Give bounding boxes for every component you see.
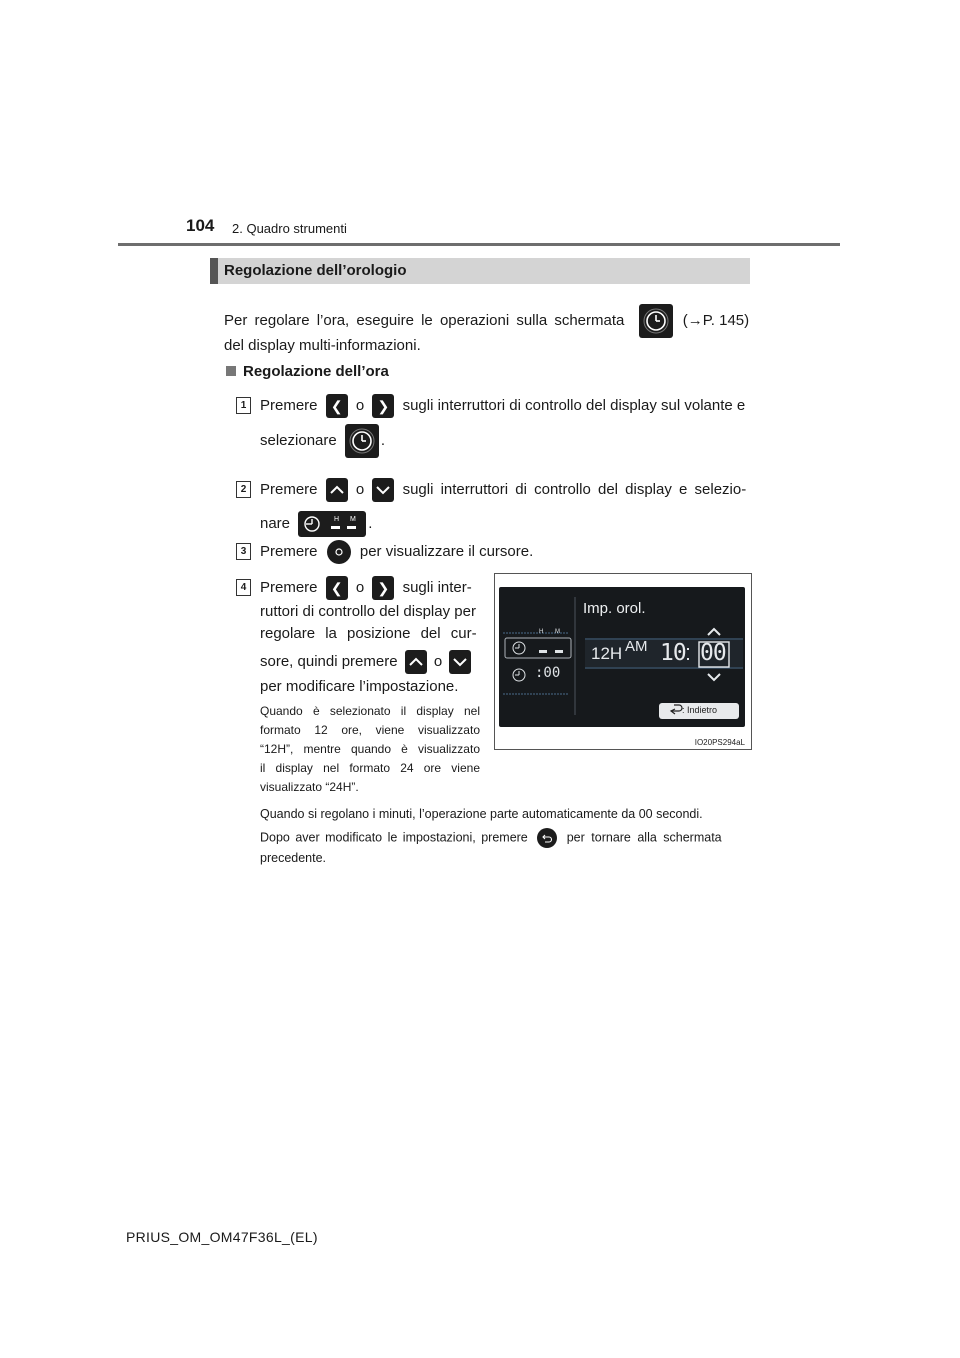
subsection-title: Regolazione dell’ora — [243, 363, 389, 380]
step-4-note — [260, 702, 480, 797]
step-1-text-e: . — [380, 432, 386, 449]
note-line-3: “12H”, mentre quando è visualizzato — [260, 742, 480, 756]
chevron-down-icon — [372, 478, 394, 502]
ok-button-icon — [327, 540, 351, 564]
minutes-note: Quando si regolano i minuti, l’operazione parte automaticamente da 00 secondi. — [260, 807, 703, 821]
section-heading-title: Regolazione dell’orologio — [224, 262, 407, 279]
intro-page-ref: (→P. 145) — [682, 311, 750, 329]
step-4-text-line5: per modificare l’impostazione. — [260, 678, 459, 695]
chevron-down-icon — [449, 650, 471, 674]
svg-text:M: M — [350, 516, 357, 523]
mini-h-label: H — [539, 629, 544, 635]
chevron-right-icon: ❯ — [372, 576, 394, 600]
step-4-text-line4a: sore, quindi premere — [260, 652, 398, 670]
mini-time: :00 — [535, 665, 561, 681]
chevron-left-icon: ❮ — [326, 576, 348, 600]
intro-text-2: del display multi-informazioni. — [224, 337, 421, 354]
step-4-line-1 — [260, 576, 480, 600]
after-note-text-b: per tornare alla schermata — [566, 830, 722, 845]
step-2-text-e: . — [368, 515, 373, 532]
screen-title: Imp. orol. — [583, 600, 646, 617]
header-rule — [118, 243, 840, 246]
step-3-line — [260, 540, 533, 564]
step-1-text-d: selezionare — [260, 432, 337, 449]
step-number-1: 1 — [236, 397, 251, 414]
step-4-text-c: sugli inter- — [402, 578, 472, 596]
svg-text:H: H — [334, 516, 340, 523]
back-label: : Indietro — [682, 705, 718, 715]
note-line-2: formato 12 ore, viene visualizzato — [260, 723, 480, 737]
after-note-text-c: precedente. — [260, 851, 327, 865]
step-1-text-a: Premere — [260, 396, 318, 414]
square-bullet-icon — [226, 366, 236, 376]
chevron-right-icon: ❯ — [372, 394, 394, 418]
step-4-text-line3: regolare la posizione del cur- — [260, 625, 477, 642]
step-2-text-b: o — [355, 480, 365, 498]
note-line-4: il display nel formato 24 ore viene — [260, 761, 480, 775]
section-heading-bar — [210, 258, 218, 284]
time-minutes-selected: 00 — [700, 640, 726, 666]
step-4-text-a: Premere — [260, 578, 318, 596]
after-note-line-1 — [260, 828, 750, 848]
step-1-line-2 — [260, 424, 385, 458]
chapter-title: 2. Quadro strumenti — [232, 221, 347, 236]
step-4-text-line4b: o — [433, 652, 443, 670]
step-2-line-2 — [260, 511, 372, 537]
intro-line-1 — [224, 304, 750, 338]
mini-m-label: M — [555, 629, 560, 635]
chevron-up-icon — [326, 478, 348, 502]
clock-settings-screen-illustration — [494, 573, 752, 750]
step-4-text-line2: ruttori di controllo del display per — [260, 603, 476, 620]
step-number-3: 3 — [236, 543, 251, 560]
document-id: PRIUS_OM_OM47F36L_(EL) — [126, 1229, 318, 1245]
time-hours: 10 — [660, 640, 686, 666]
step-2-text-d: nare — [260, 515, 291, 532]
after-note-text-a: Dopo aver modificato le impostazioni, premere — [260, 830, 528, 845]
note-line-1: Quando è selezionato il display nel — [260, 704, 480, 718]
step-2-text-a: Premere — [260, 480, 318, 498]
section-heading — [210, 258, 750, 284]
step-3-text-c: per visualizzare il cursore. — [359, 542, 534, 560]
subsection-heading — [226, 362, 389, 382]
chevron-up-icon — [405, 650, 427, 674]
step-1-text-b: o — [355, 396, 365, 414]
figure-caption: IO20PS294aL — [694, 738, 745, 747]
step-4-text-b: o — [355, 578, 365, 596]
multi-info-display — [499, 587, 745, 727]
clock-settings-icon — [639, 304, 673, 338]
step-1-line-1 — [260, 394, 750, 418]
back-button-icon — [537, 828, 557, 848]
step-3-text-a: Premere — [260, 542, 318, 560]
time-format: 12H — [591, 644, 623, 663]
clock-settings-icon — [345, 424, 379, 458]
intro-text-1: Per regolare l’ora, eseguire le operazioni sulla schermata — [224, 311, 625, 329]
page-number: 104 — [186, 216, 215, 235]
step-2-line-1 — [260, 478, 750, 502]
clock-hm-setting-icon — [298, 511, 366, 537]
step-number-4: 4 — [236, 579, 251, 596]
note-line-5: visualizzato “24H”. — [260, 780, 359, 794]
step-1-text-c: sugli interruttori di controllo del display sul volante e — [402, 396, 746, 414]
step-number-2: 2 — [236, 481, 251, 498]
am-pm: AM — [625, 638, 648, 655]
step-2-text-c: sugli interruttori di controllo del display e selezio- — [402, 480, 747, 498]
chevron-left-icon: ❮ — [326, 394, 348, 418]
step-4-line-4 — [260, 650, 480, 674]
